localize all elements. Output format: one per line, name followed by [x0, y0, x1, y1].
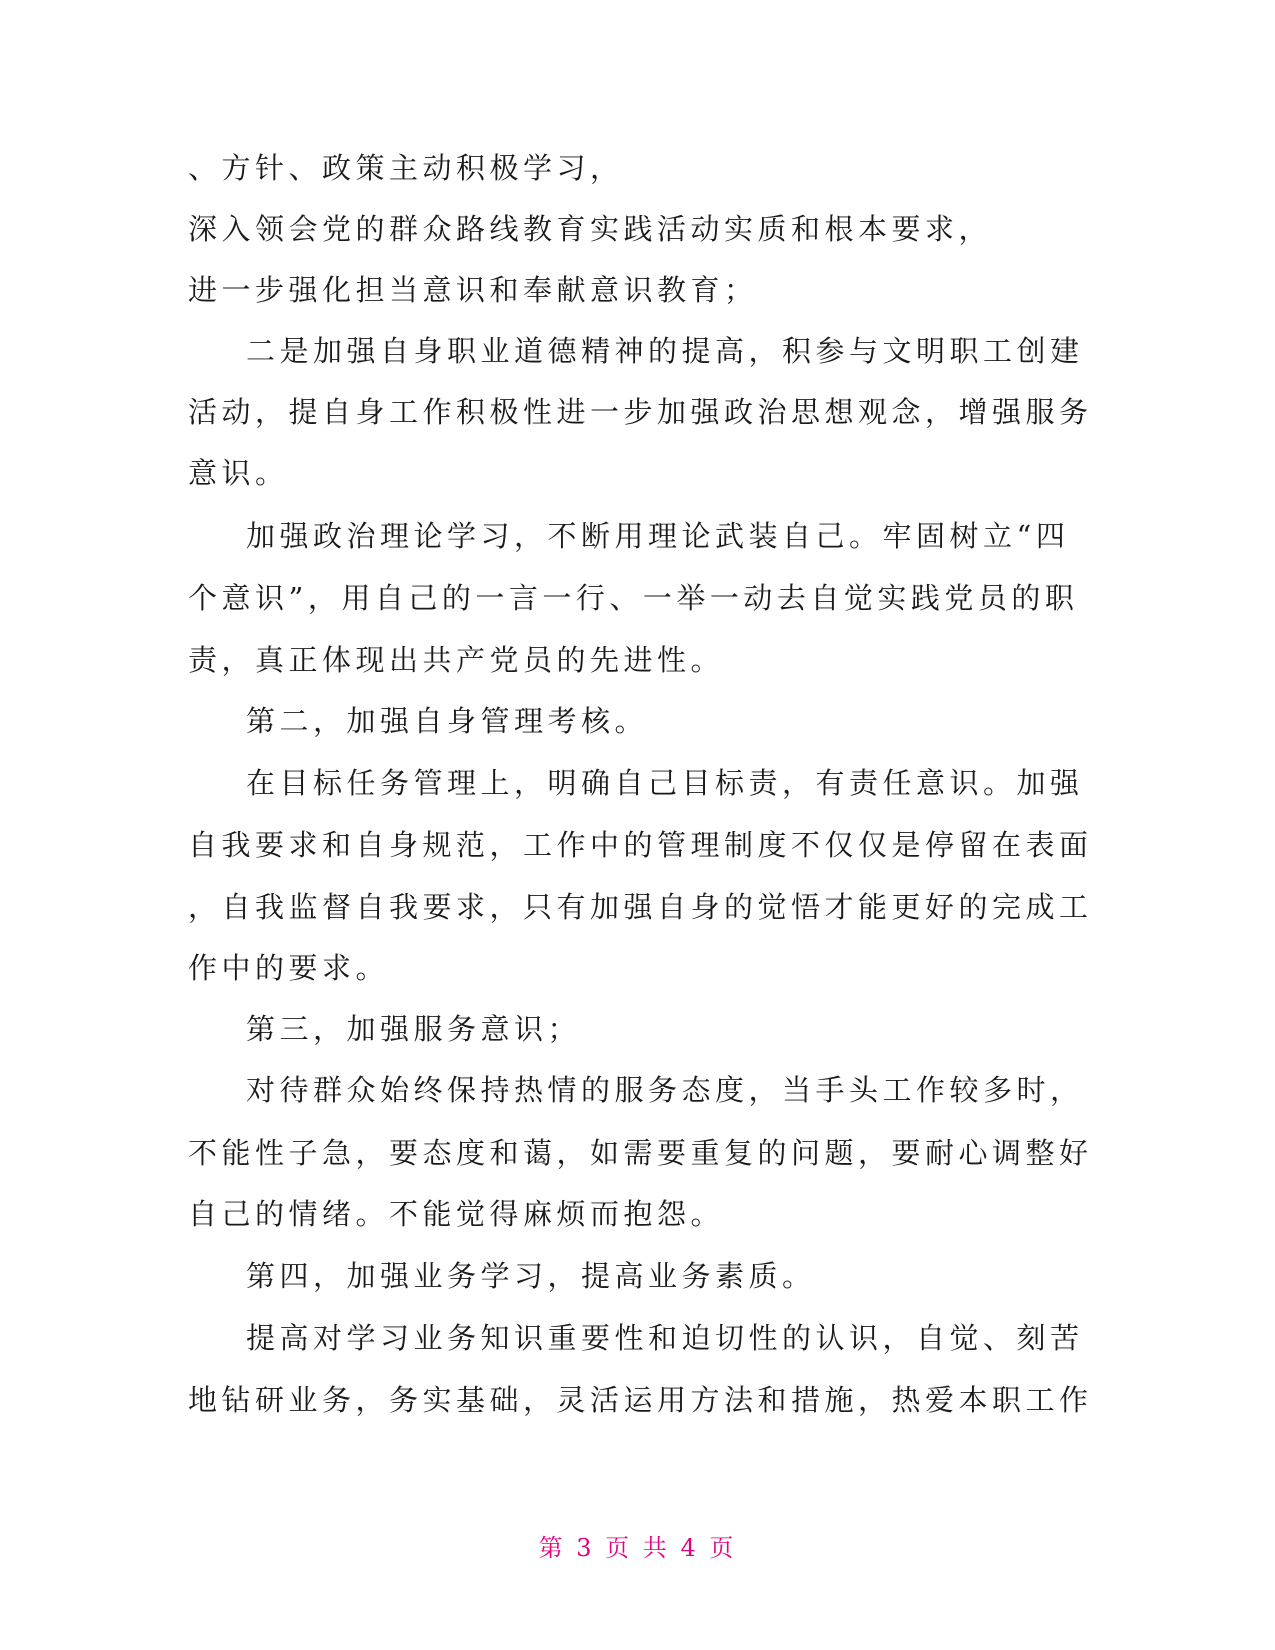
text-line: 二是加强自身职业道德精神的提高，积参与文明职工创建 [246, 334, 1084, 368]
text-line: 活动，提自身工作积极性进一步加强政治思想观念，增强服务 [188, 395, 1093, 429]
text-line: 深入领会党的群众路线教育实践活动实质和根本要求， [188, 212, 993, 246]
text-line: 对待群众始终保持热情的服务态度，当手头工作较多时， [246, 1073, 1084, 1107]
text-line: 第四，加强业务学习，提高业务素质。 [246, 1259, 816, 1293]
text-line: 作中的要求。 [188, 951, 390, 985]
text-line: 在目标任务管理上，明确自己目标责，有责任意识。加强 [246, 766, 1084, 800]
page-number-footer: 第 3 页 共 4 页 [538, 1534, 737, 1562]
text-line: 、方针、政策主动积极学习， [188, 151, 624, 185]
text-line: 加强政治理论学习，不断用理论武装自己。牢固树立“四 [246, 519, 1070, 553]
text-line: ，自我监督自我要求，只有加强自身的觉悟才能更好的完成工 [188, 890, 1093, 924]
text-line: 地钻研业务，务实基础，灵活运用方法和措施，热爱本职工作 [188, 1383, 1093, 1417]
text-line: 提高对学习业务知识重要性和迫切性的认识，自觉、刻苦 [246, 1321, 1084, 1355]
text-line: 自己的情绪。不能觉得麻烦而抱怨。 [188, 1197, 725, 1231]
text-line: 进一步强化担当意识和奉献意识教育； [188, 273, 758, 307]
text-line: 第二，加强自身管理考核。 [246, 704, 649, 738]
text-line: 不能性子急，要态度和蔼，如需要重复的问题，要耐心调整好 [188, 1136, 1093, 1170]
text-line: 个意识”，用自己的一言一行、一举一动去自觉实践党员的职 [188, 581, 1079, 615]
text-line: 意识。 [188, 456, 289, 490]
text-line: 第三，加强服务意识； [246, 1012, 582, 1046]
text-line: 自我要求和自身规范，工作中的管理制度不仅仅是停留在表面 [188, 828, 1093, 862]
text-line: 责，真正体现出共产党员的先进性。 [188, 643, 725, 677]
